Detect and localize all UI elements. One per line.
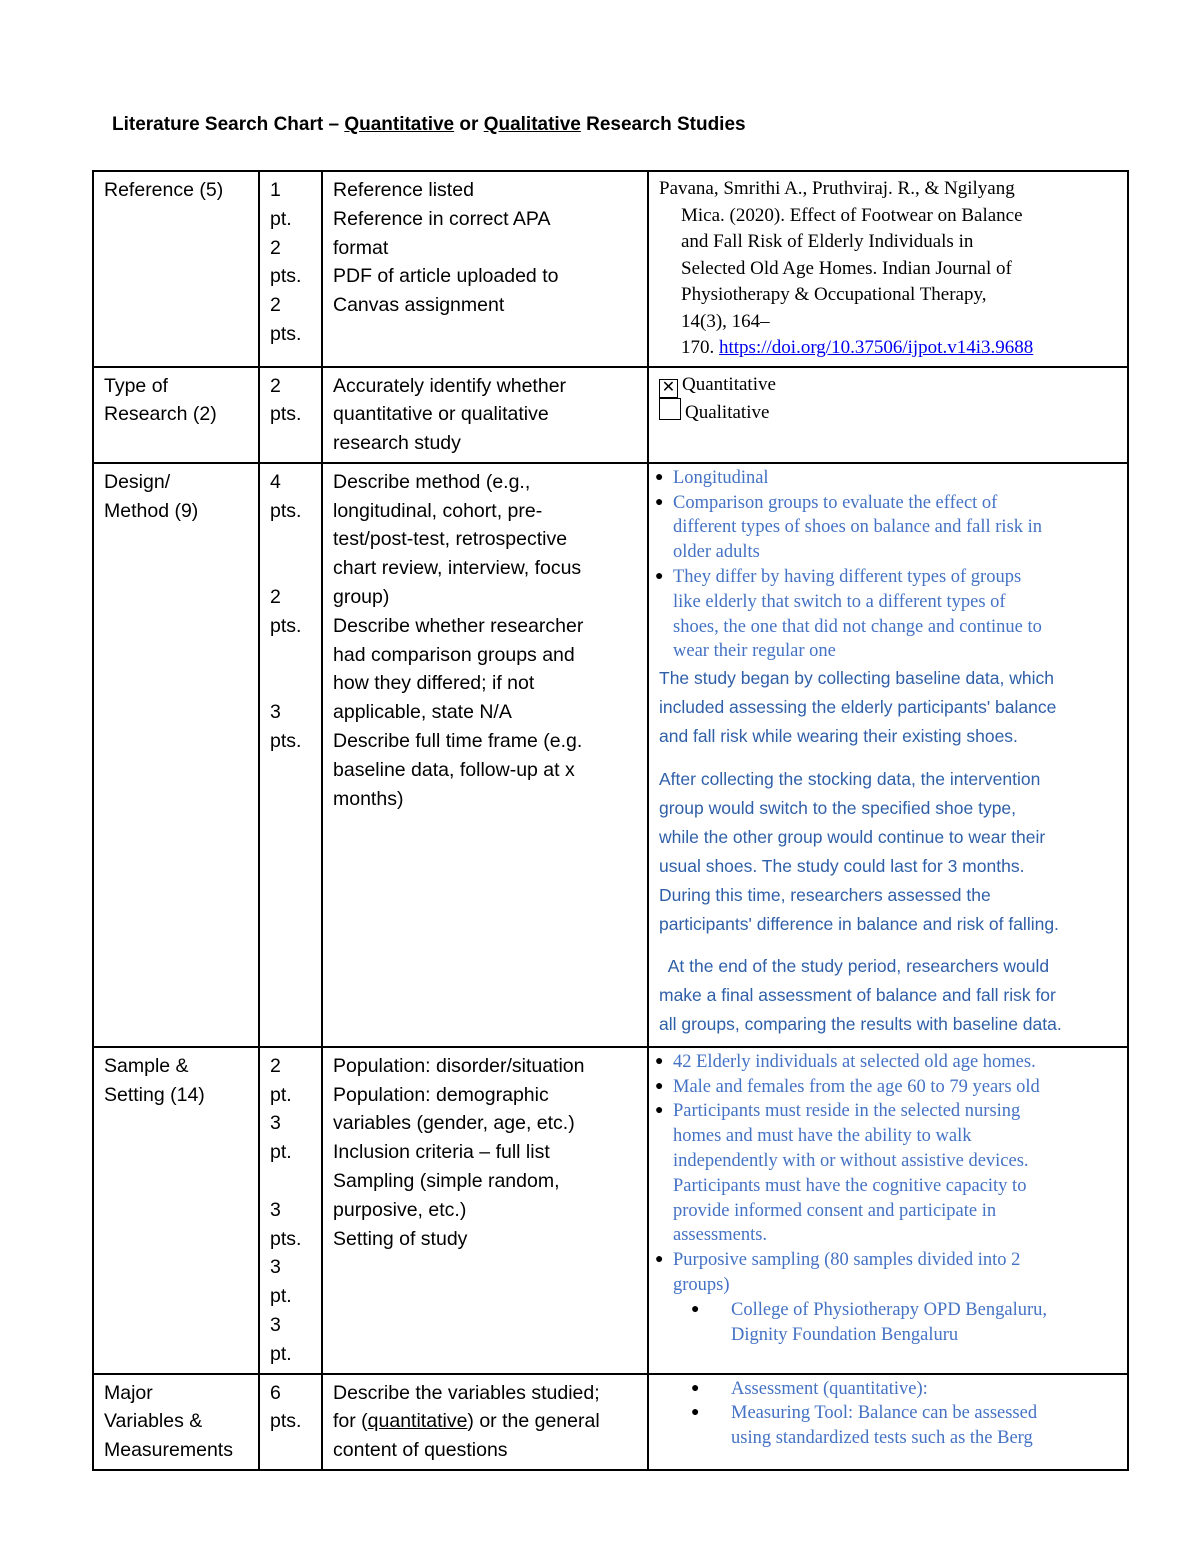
points-line: pts.: [270, 265, 302, 288]
unchecked-box-icon[interactable]: [659, 398, 681, 420]
criteria-line: PDF of article uploaded to: [333, 265, 559, 288]
paragraph-line: The study began by collecting baseline data, which: [659, 668, 1054, 689]
citation-line-last: [659, 335, 1119, 362]
points-line: [270, 641, 313, 670]
paragraph-line: and fall risk while wearing their existing shoes.: [659, 726, 1018, 747]
row-label: Major: [104, 1381, 153, 1404]
points-line: 2: [270, 374, 281, 397]
checkbox-label: Qualitative: [685, 402, 770, 423]
points-line: pt.: [270, 1342, 292, 1365]
criteria-line: applicable, state N/A: [333, 701, 512, 724]
points-line: 2: [270, 1054, 281, 1077]
row-label: Reference (5): [104, 179, 224, 201]
bullet-item: ● Participants must reside in the selected nursing: [659, 1099, 1119, 1124]
criteria-line: format: [333, 236, 389, 259]
sample-label-cell: [93, 1047, 259, 1374]
bullet-item: ● 42 Elderly individuals at selected old age homes.: [659, 1050, 1119, 1075]
citation-line: Pavana, Smrithi A., Pruthviraj. R., & Ngilyang: [659, 178, 1015, 199]
bullet-continuation: groups): [673, 1275, 730, 1296]
points-line: pts.: [270, 614, 302, 637]
doi-link[interactable]: https://doi.org/10.37506/ijpot.v14i3.9688: [719, 337, 1034, 358]
design-paragraph: [659, 664, 1119, 751]
paragraph-line: make a final assessment of balance and fall risk for: [659, 985, 1056, 1006]
criteria-line: for (quantitative) or the general: [333, 1410, 600, 1433]
row-label: Research (2): [104, 403, 217, 426]
literature-search-table: [92, 170, 1129, 1471]
bullet-continuation: independently with or without assistive devices.: [673, 1151, 1029, 1172]
sample-points-cell: [259, 1047, 322, 1374]
bullet-icon: ●: [655, 569, 664, 585]
paragraph-line: During this time, researchers assessed the: [659, 884, 991, 905]
bullet-icon: ●: [691, 1380, 700, 1396]
points-line: [270, 669, 313, 698]
points-line: 3: [270, 1198, 281, 1221]
row-label: Design/: [104, 470, 171, 493]
criteria-line: Population: demographic: [333, 1083, 549, 1106]
points-line: 6: [270, 1381, 281, 1404]
criteria-line: Describe whether researcher: [333, 614, 584, 637]
bullet-icon: ●: [655, 494, 664, 510]
citation-line: 14(3), 164–: [681, 310, 770, 332]
criteria-line: longitudinal, cohort, pre-: [333, 499, 543, 522]
bullet-continuation: shoes, the one that did not change and continue to: [673, 616, 1042, 637]
criteria-line: test/post-test, retrospective: [333, 528, 568, 551]
design-label-cell: [93, 463, 259, 1047]
bullet-continuation: homes and must have the ability to walk: [673, 1126, 972, 1147]
type-criteria-cell: [322, 367, 648, 463]
points-line: 2: [270, 586, 281, 609]
row-label: Variables &: [104, 1410, 203, 1433]
points-line: pts.: [270, 499, 302, 522]
page-title: Literature Search Chart – Quantitative or Qualitative Research Studies: [112, 114, 746, 135]
sample-bullets: [655, 1050, 1119, 1348]
qualitative-checkbox[interactable]: [659, 398, 1119, 427]
paragraph-line: usual shoes. The study could last for 3 months.: [659, 855, 1025, 876]
citation-pages: 170.: [681, 337, 719, 358]
row-label: Measurements: [104, 1439, 233, 1462]
bullet-item: ● Male and females from the age 60 to 79 years old: [659, 1075, 1119, 1100]
bullet-item: ● They differ by having different types of groups: [659, 565, 1119, 590]
row-reference: [93, 171, 1128, 367]
paragraph-line: After collecting the stocking data, the intervention: [659, 768, 1041, 789]
sample-criteria-cell: [322, 1047, 648, 1374]
criteria-line: Describe full time frame (e.g.: [333, 730, 583, 753]
bullet-continuation: wear their regular one: [673, 641, 836, 662]
criteria-line: Describe method (e.g.,: [333, 470, 531, 493]
paragraph-line: included assessing the elderly participants' balance: [659, 697, 1057, 718]
criteria-line: Reference listed: [333, 179, 474, 201]
reference-criteria-cell: [322, 171, 648, 367]
design-points-cell: [259, 463, 322, 1047]
criteria-line: variables (gender, age, etc.): [333, 1112, 575, 1135]
criteria-line: Setting of study: [333, 1227, 468, 1250]
criteria-line: how they differed; if not: [333, 672, 535, 695]
design-paragraph: [659, 765, 1119, 938]
variables-label-cell: [93, 1374, 259, 1470]
criteria-line: Sampling (simple random,: [333, 1170, 560, 1193]
points-line: pt.: [270, 1285, 292, 1308]
variables-points-cell: [259, 1374, 322, 1470]
paragraph-line: group would switch to the specified shoe type,: [659, 797, 1017, 818]
points-line: pts.: [270, 1227, 302, 1250]
criteria-line: months): [333, 787, 404, 810]
points-line: [270, 525, 313, 554]
points-line: 2: [270, 236, 281, 259]
criteria-line: had comparison groups and: [333, 643, 575, 666]
criteria-line: Population: disorder/situation: [333, 1054, 585, 1077]
criteria-line: chart review, interview, focus: [333, 557, 582, 580]
points-line: [270, 1167, 313, 1196]
bullet-item: ● Purposive sampling (80 samples divided into 2: [659, 1248, 1119, 1273]
bullet-continuation: different types of shoes on balance and fall risk in: [673, 517, 1043, 538]
points-line: pts.: [270, 1410, 302, 1433]
points-line: pts.: [270, 403, 302, 426]
row-label: Setting (14): [104, 1083, 205, 1106]
reference-label-cell: [93, 171, 259, 367]
sub-bullet-item: ● Assessment (quantitative):: [659, 1377, 1119, 1402]
points-line: 3: [270, 1112, 281, 1135]
bullet-icon: ●: [655, 1252, 664, 1268]
bullet-item: ● Longitudinal: [659, 466, 1119, 491]
reference-points-cell: [259, 171, 322, 367]
citation-line: Mica. (2020). Effect of Footwear on Balance: [681, 204, 1023, 226]
criteria-line: Reference in correct APA: [333, 207, 551, 230]
variables-bullets: [659, 1377, 1119, 1451]
row-sample-setting: [93, 1047, 1128, 1374]
row-major-variables: [93, 1374, 1128, 1470]
points-line: pt.: [270, 207, 292, 230]
checked-box-icon[interactable]: ✕: [659, 379, 678, 398]
criteria-line: content of questions: [333, 1439, 508, 1462]
criteria-line: group): [333, 586, 390, 609]
row-design-method: [93, 463, 1128, 1047]
bullet-continuation: Dignity Foundation Bengaluru: [731, 1324, 959, 1345]
paragraph-line: while the other group would continue to wear their: [659, 826, 1046, 847]
sub-bullet-item: ● College of Physiotherapy OPD Bengaluru,: [659, 1298, 1119, 1323]
bullet-continuation: assessments.: [673, 1225, 768, 1246]
variables-answer-cell: [648, 1374, 1128, 1470]
bullet-icon: ●: [691, 1301, 700, 1317]
bullet-continuation: provide informed consent and participate in: [673, 1200, 997, 1221]
bullet-icon: ●: [691, 1405, 700, 1421]
points-line: pts.: [270, 730, 302, 753]
sample-answer-cell: [648, 1047, 1128, 1374]
bullet-continuation: like elderly that switch to a different types of: [673, 591, 1006, 612]
criteria-line: Describe the variables studied;: [333, 1381, 600, 1404]
bullet-continuation: older adults: [673, 542, 760, 563]
points-line: pt.: [270, 1083, 292, 1106]
bullet-icon: ●: [655, 1103, 664, 1119]
design-bullets: [655, 466, 1119, 664]
row-label: Method (9): [104, 499, 199, 522]
row-type-of-research: [93, 367, 1128, 463]
points-line: 3: [270, 701, 281, 724]
criteria-line: Inclusion criteria – full list: [333, 1141, 550, 1164]
checkbox-label: Quantitative: [682, 373, 776, 395]
reference-citation-cell: [648, 171, 1128, 367]
criteria-line: research study: [333, 432, 461, 455]
type-label-cell: [93, 367, 259, 463]
citation-line: and Fall Risk of Elderly Individuals in: [681, 231, 974, 252]
type-points-cell: [259, 367, 322, 463]
paragraph-line: participants' difference in balance and risk of falling.: [659, 913, 1059, 934]
citation-line: Selected Old Age Homes. Indian Journal of: [681, 257, 1012, 279]
bullet-icon: ●: [655, 1053, 664, 1069]
design-criteria-cell: [322, 463, 648, 1047]
criteria-line: Accurately identify whether: [333, 374, 567, 397]
row-label: Sample &: [104, 1054, 189, 1077]
bullet-icon: ●: [655, 469, 664, 485]
points-line: 3: [270, 1256, 281, 1279]
criteria-line: baseline data, follow-up at x: [333, 758, 575, 781]
criteria-line: quantitative or qualitative: [333, 403, 549, 426]
bullet-icon: ●: [655, 1078, 664, 1094]
points-line: pt.: [270, 1141, 292, 1164]
citation-line: Physiotherapy & Occupational Therapy,: [681, 284, 987, 305]
points-line: [270, 554, 313, 583]
points-line: 4: [270, 470, 281, 493]
criteria-line: purposive, etc.): [333, 1198, 467, 1221]
paragraph-line: At the end of the study period, researchers would: [659, 956, 1050, 977]
sub-bullet-item: ● Measuring Tool: Balance can be assessed: [659, 1401, 1119, 1426]
row-label: Type of: [104, 374, 168, 397]
type-options-cell: [648, 367, 1128, 463]
criteria-line: Canvas assignment: [333, 294, 505, 317]
variables-criteria-cell: [322, 1374, 648, 1470]
paragraph-line: all groups, comparing the results with baseline data.: [659, 1014, 1062, 1035]
bullet-item: ● Comparison groups to evaluate the effect of: [659, 491, 1119, 516]
bullet-continuation: using standardized tests such as the Berg: [731, 1428, 1033, 1449]
points-line: 1: [270, 179, 281, 201]
points-line: 3: [270, 1314, 281, 1337]
bullet-continuation: Participants must have the cognitive capacity to: [673, 1175, 1027, 1196]
points-line: 2: [270, 294, 281, 317]
design-answer-cell: [648, 463, 1128, 1047]
points-line: pts.: [270, 322, 302, 345]
design-paragraph: [659, 952, 1119, 1039]
quantitative-checkbox[interactable]: [659, 372, 1119, 399]
